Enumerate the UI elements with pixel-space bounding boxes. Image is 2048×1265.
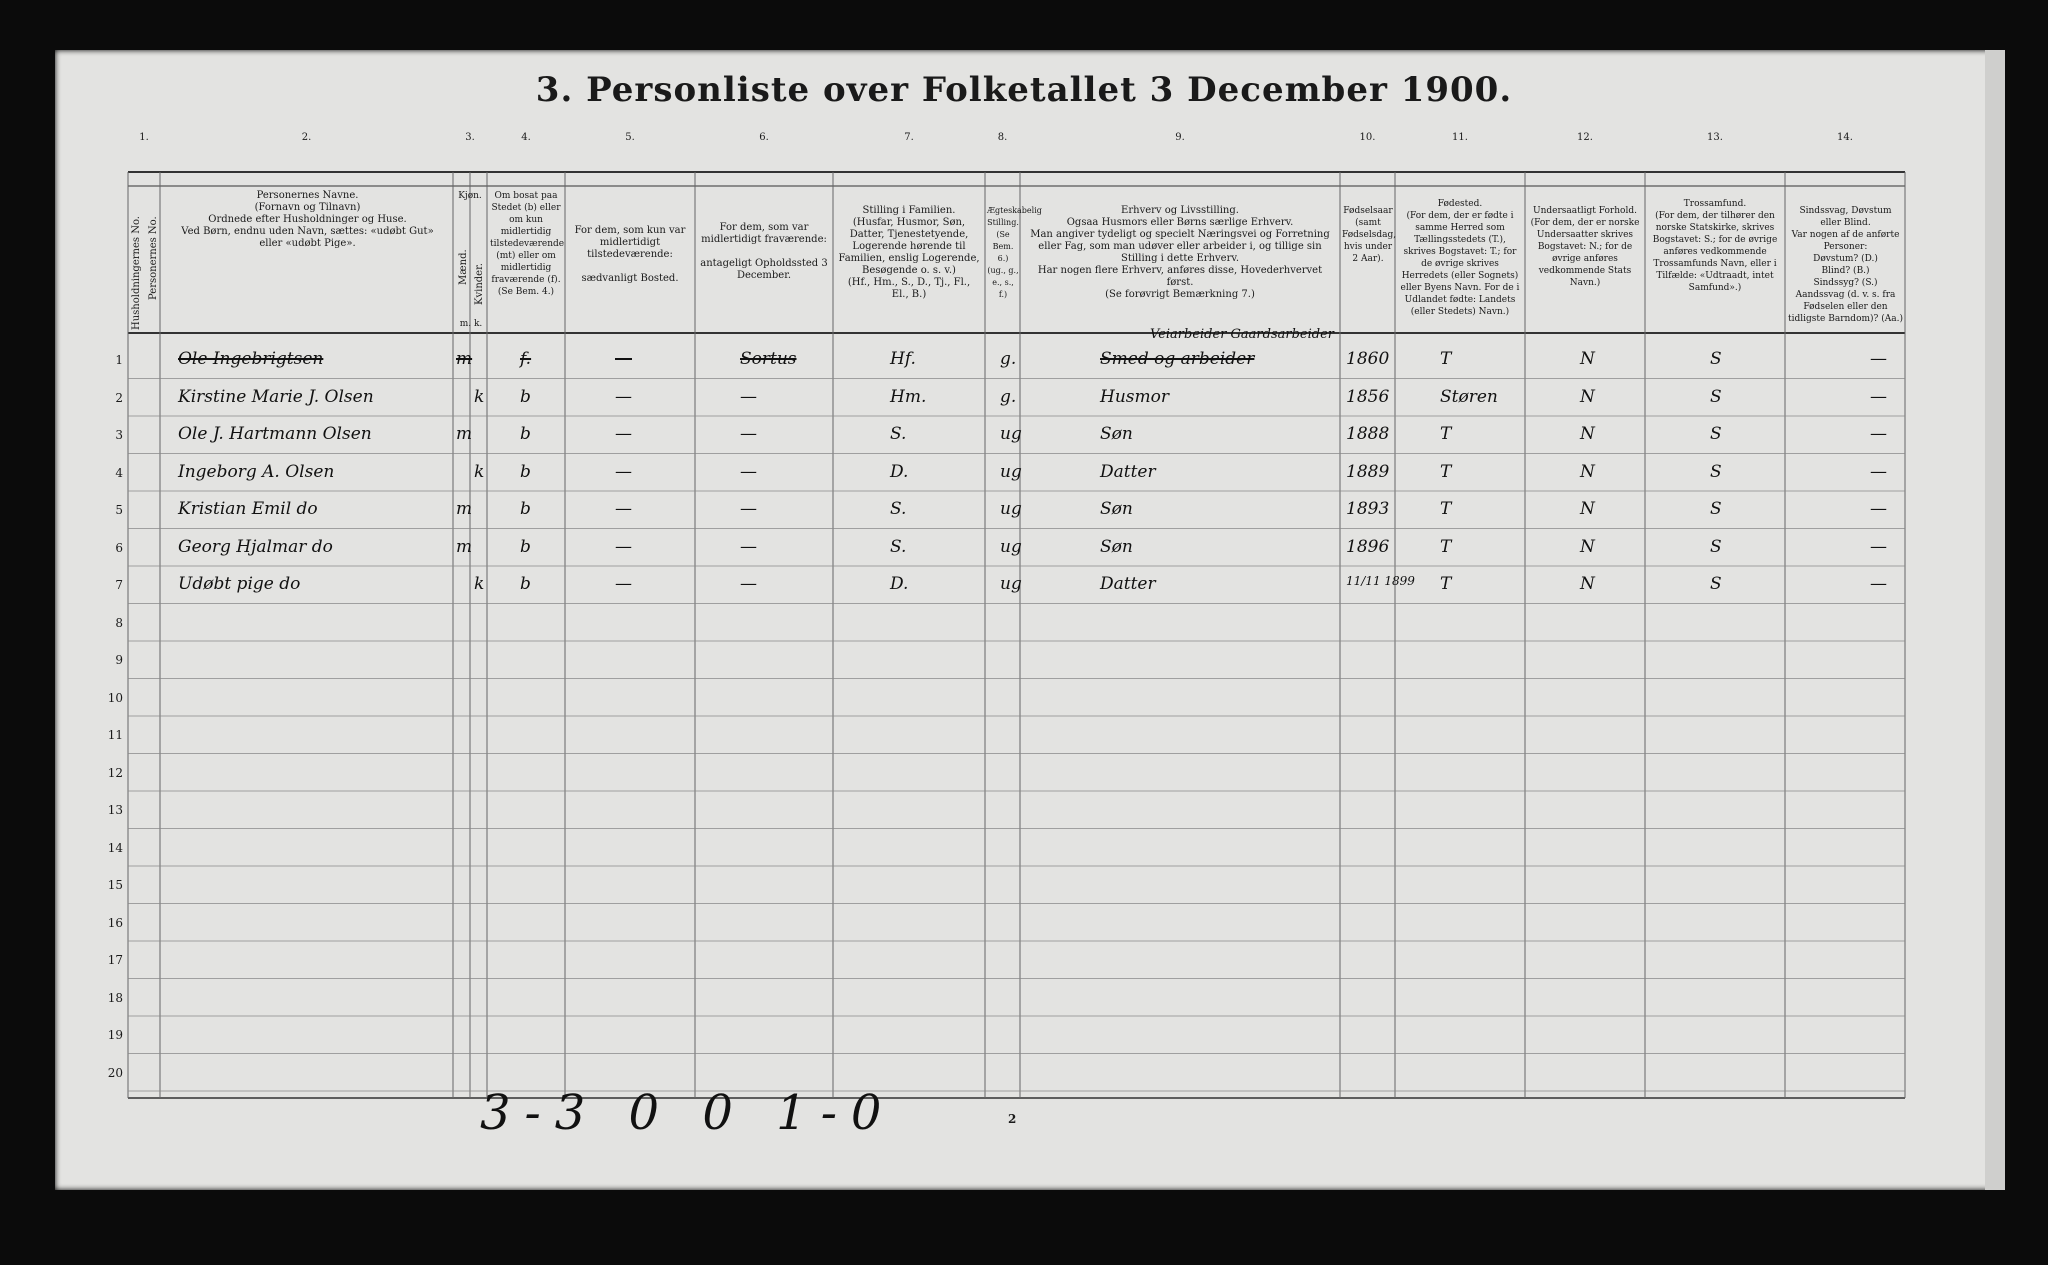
marital-status-value: g. [1000, 386, 1017, 407]
nationality-value: N [1580, 461, 1595, 482]
family-position-value: S. [890, 499, 907, 519]
temporary-location-value: — [740, 386, 757, 407]
header-sex-mk: m. k. [459, 319, 483, 329]
birthplace-value: Støren [1440, 386, 1498, 407]
residence-status: b [520, 461, 531, 482]
residence-status: b [520, 386, 531, 407]
person-name: Udøbt pige do [178, 574, 301, 594]
nationality-value: N [1580, 349, 1595, 369]
occupation-value: Søn [1100, 424, 1133, 444]
temporary-location-value: — [740, 536, 757, 557]
religion-value: S [1710, 386, 1722, 407]
residence-status: b [520, 574, 531, 594]
row-number: 9 [115, 653, 123, 667]
column-number-8: 8. [997, 132, 1008, 143]
occupation-value: Husmor [1100, 386, 1169, 407]
occupation-value: Smed og arbeider [1100, 349, 1255, 369]
usual-residence-value: — [615, 574, 632, 594]
marital-status-value: g. [1000, 349, 1017, 369]
nationality-value: N [1580, 499, 1595, 519]
header-disability: Sindssvag, Døvstum eller Blind. Var nogen af de anførte Personer: Døvstum? (D.) Blind? (B.) Sindssyg? (S.) Aandssvag (d. v. s. fra Fødselen eller den tidligste Barndom)? (Aa.) [1788, 206, 1903, 324]
birthplace-value: T [1440, 461, 1452, 482]
row-number: 17 [107, 953, 123, 967]
temporary-location-value: — [740, 424, 757, 444]
header-religion: Trossamfund. (For dem, der tilhører den norske Statskirke, skrives Bogstavet: S.; for de øvrige anføres vedkommende Trossamfunds Navn, eller i Tilfælde: «Udtraadt, intet Samfund».) [1652, 199, 1778, 293]
marital-status-value: ug [1000, 461, 1022, 482]
header-female: Kvinder. [474, 263, 485, 305]
column-number-12: 12. [1577, 132, 1593, 143]
birthplace-value: T [1440, 349, 1452, 369]
sex-mark: k [474, 574, 485, 594]
sex-mark: m [456, 499, 473, 519]
person-name: Kirstine Marie J. Olsen [178, 386, 374, 407]
sex-mark: k [474, 386, 485, 407]
usual-residence-value: — [615, 499, 632, 519]
sex-mark: m [456, 424, 473, 444]
column-number-2: 2. [301, 132, 312, 143]
family-position-value: Hm. [890, 386, 927, 407]
column-number-7: 7. [904, 132, 914, 143]
sex-mark: m [456, 536, 473, 557]
header-usual-residence: For dem, som kun var midlertidigt tilstedeværende: sædvanligt Bosted. [574, 225, 686, 284]
temporary-location-value: — [740, 461, 757, 482]
row-number: 5 [115, 503, 123, 517]
family-position-value: D. [890, 461, 909, 482]
usual-residence-value: — [615, 386, 632, 407]
column-number-3: 3. [465, 132, 475, 143]
occupation-note: Veiarbeider Gaardsarbeider [1150, 327, 1335, 342]
page-number: 2 [1008, 1112, 1017, 1126]
person-name: Ole Ingebrigtsen [178, 349, 324, 369]
birth-year-value: 1856 [1346, 386, 1390, 407]
column-number-1: 1. [139, 132, 149, 143]
row-number: 7 [115, 578, 123, 592]
birth-year-value: 1896 [1346, 536, 1390, 557]
disability-value: — [1870, 461, 1887, 482]
person-name: Kristian Emil do [178, 499, 318, 519]
birth-year-value: 1860 [1346, 349, 1390, 369]
header-temporary-location: For dem, som var midlertidigt fraværende: antageligt Opholdssted 3 December. [700, 222, 828, 281]
marital-status-value: ug [1000, 536, 1022, 557]
column-number-14: 14. [1837, 132, 1853, 143]
column-number-11: 11. [1452, 132, 1468, 143]
birthplace-value: T [1440, 499, 1452, 519]
birthplace-value: T [1440, 536, 1452, 557]
row-number: 8 [115, 615, 123, 630]
row-number: 1 [115, 353, 123, 367]
religion-value: S [1710, 461, 1722, 482]
row-number: 13 [107, 803, 123, 817]
header-family-position: Stilling i Familien. (Husfar, Husmor, Søn, Datter, Tjenestetyende, Logerende hørende til Familien, enslig Logerende, Besøgende o. s. v.) (Hf., Hm., S., D., Tj., Fl., El., B.) [838, 205, 980, 300]
row-number: 15 [107, 878, 123, 892]
residence-status: b [520, 499, 531, 519]
religion-value: S [1710, 574, 1722, 594]
occupation-value: Datter [1100, 574, 1156, 594]
row-number: 10 [107, 690, 123, 705]
residence-status: f. [520, 349, 532, 369]
birth-year-value: 1893 [1346, 499, 1390, 519]
occupation-value: Datter [1100, 461, 1156, 482]
header-birth-year: Fødselsaar (samt Fødselsdag, hvis under 2 Aar). [1342, 206, 1397, 264]
disability-value: — [1870, 574, 1887, 594]
disability-value: — [1870, 424, 1887, 444]
occupation-value: Søn [1100, 536, 1133, 557]
disability-value: — [1870, 349, 1887, 369]
birthplace-value: T [1440, 424, 1452, 444]
marital-status-value: ug [1000, 574, 1022, 594]
residence-status: b [520, 536, 531, 557]
column-number-6: 6. [759, 132, 769, 143]
usual-residence-value: — [615, 536, 632, 557]
temporary-location-value: — [740, 499, 757, 519]
sex-mark: k [474, 461, 485, 482]
disability-value: — [1870, 536, 1887, 557]
person-name: Georg Hjalmar do [178, 536, 333, 557]
family-position-value: Hf. [890, 349, 916, 369]
person-name: Ingeborg A. Olsen [178, 461, 335, 482]
nationality-value: N [1580, 574, 1595, 594]
birth-year-value: 1888 [1346, 424, 1390, 444]
row-number: 16 [107, 915, 123, 930]
row-number: 3 [115, 428, 123, 442]
birthplace-value: T [1440, 574, 1452, 594]
residence-status: b [520, 424, 531, 444]
header-occupation: Erhverv og Livsstilling. Ogsaa Husmors eller Børns særlige Erhverv. Man angiver tydeligt og specielt Næringsvei og Forretning eller Fag, som man udøver eller arbeider i, og tillige sin Stilling i dette Erhverv. Har nogen flere Erhverv, anføres disse, Hovederhvervet først. (Se forøvrigt Bemærkning 7.) [1030, 205, 1330, 300]
header-names: Personernes Navne. (Fornavn og Tilnavn) Ordnede efter Husholdninger og Huse. Ved Børn, endnu uden Navn, sættes: «udøbt Gut» eller «udøbt Pige». [181, 190, 434, 249]
row-number: 6 [115, 540, 123, 555]
nationality-value: N [1580, 536, 1595, 557]
header-household-no: Husholdningernes No. [131, 216, 142, 330]
temporary-location-value: — [740, 574, 757, 594]
family-position-value: S. [890, 536, 907, 557]
usual-residence-value: — [615, 349, 632, 369]
column-number-10: 10. [1359, 132, 1376, 143]
form-title: 3. Personliste over Folketallet 3 December 1900. [535, 70, 1513, 110]
disability-value: — [1870, 386, 1887, 407]
row-number: 12 [107, 765, 123, 780]
religion-value: S [1710, 349, 1722, 369]
row-number: 18 [107, 990, 123, 1005]
header-nationality: Undersaatligt Forhold. (For dem, der er norske Undersaatter skrives Bogstavet: N.; for de øvrige anføres vedkommende Stats Navn.) [1530, 206, 1640, 288]
header-residence: Om bosat paa Stedet (b) eller om kun midlertidig tilstedeværende (mt) eller om midlertidig fraværende (f). (Se Bem. 4.) [490, 191, 565, 297]
nationality-value: N [1580, 386, 1595, 407]
row-number: 19 [107, 1028, 123, 1042]
header-male: Mænd. [458, 249, 469, 285]
row-number: 2 [115, 390, 123, 405]
usual-residence-value: — [615, 461, 632, 482]
person-name: Ole J. Hartmann Olsen [178, 424, 372, 444]
birth-year-value: 11/11 1899 [1346, 574, 1415, 588]
column-number-4: 4. [521, 132, 531, 143]
header-person-no: Personernes No. [148, 216, 159, 300]
header-sex: Kjøn. [458, 191, 482, 201]
occupation-value: Søn [1100, 499, 1133, 519]
column-number-5: 5. [625, 132, 635, 143]
nationality-value: N [1580, 424, 1595, 444]
row-number: 11 [107, 728, 123, 742]
marital-status-value: ug [1000, 499, 1022, 519]
religion-value: S [1710, 424, 1722, 444]
temporary-location-value: Sortus [740, 349, 797, 369]
row-number: 14 [107, 840, 123, 855]
column-number-13: 13. [1707, 132, 1723, 143]
family-position-value: S. [890, 424, 907, 444]
family-position-value: D. [890, 574, 909, 594]
birth-year-value: 1889 [1346, 461, 1390, 482]
religion-value: S [1710, 499, 1722, 519]
sex-mark: m [456, 349, 473, 369]
header-marital-status: Ægteskabelig Stilling. (Se Bem. 6.) (ug., g., e., s., f.) [987, 206, 1042, 299]
row-number: 20 [107, 1065, 123, 1080]
header-birthplace: Fødested. (For dem, der er fødte i samme Herred som Tællingsstedets (T.), skrives Bogstavet: T.; for de øvrige skrives Herredets (eller Sognets) eller Byens Navn. For de i Udlandet fødte: Landets (eller Stedets) Navn.) [1400, 199, 1520, 317]
usual-residence-value: — [615, 424, 632, 444]
marital-status-value: ug [1000, 424, 1022, 444]
column-number-9: 9. [1175, 132, 1185, 143]
disability-value: — [1870, 499, 1887, 519]
tally-totals: 3-3 0 0 1-0 [480, 1085, 896, 1141]
religion-value: S [1710, 536, 1722, 557]
row-number: 4 [115, 465, 123, 480]
